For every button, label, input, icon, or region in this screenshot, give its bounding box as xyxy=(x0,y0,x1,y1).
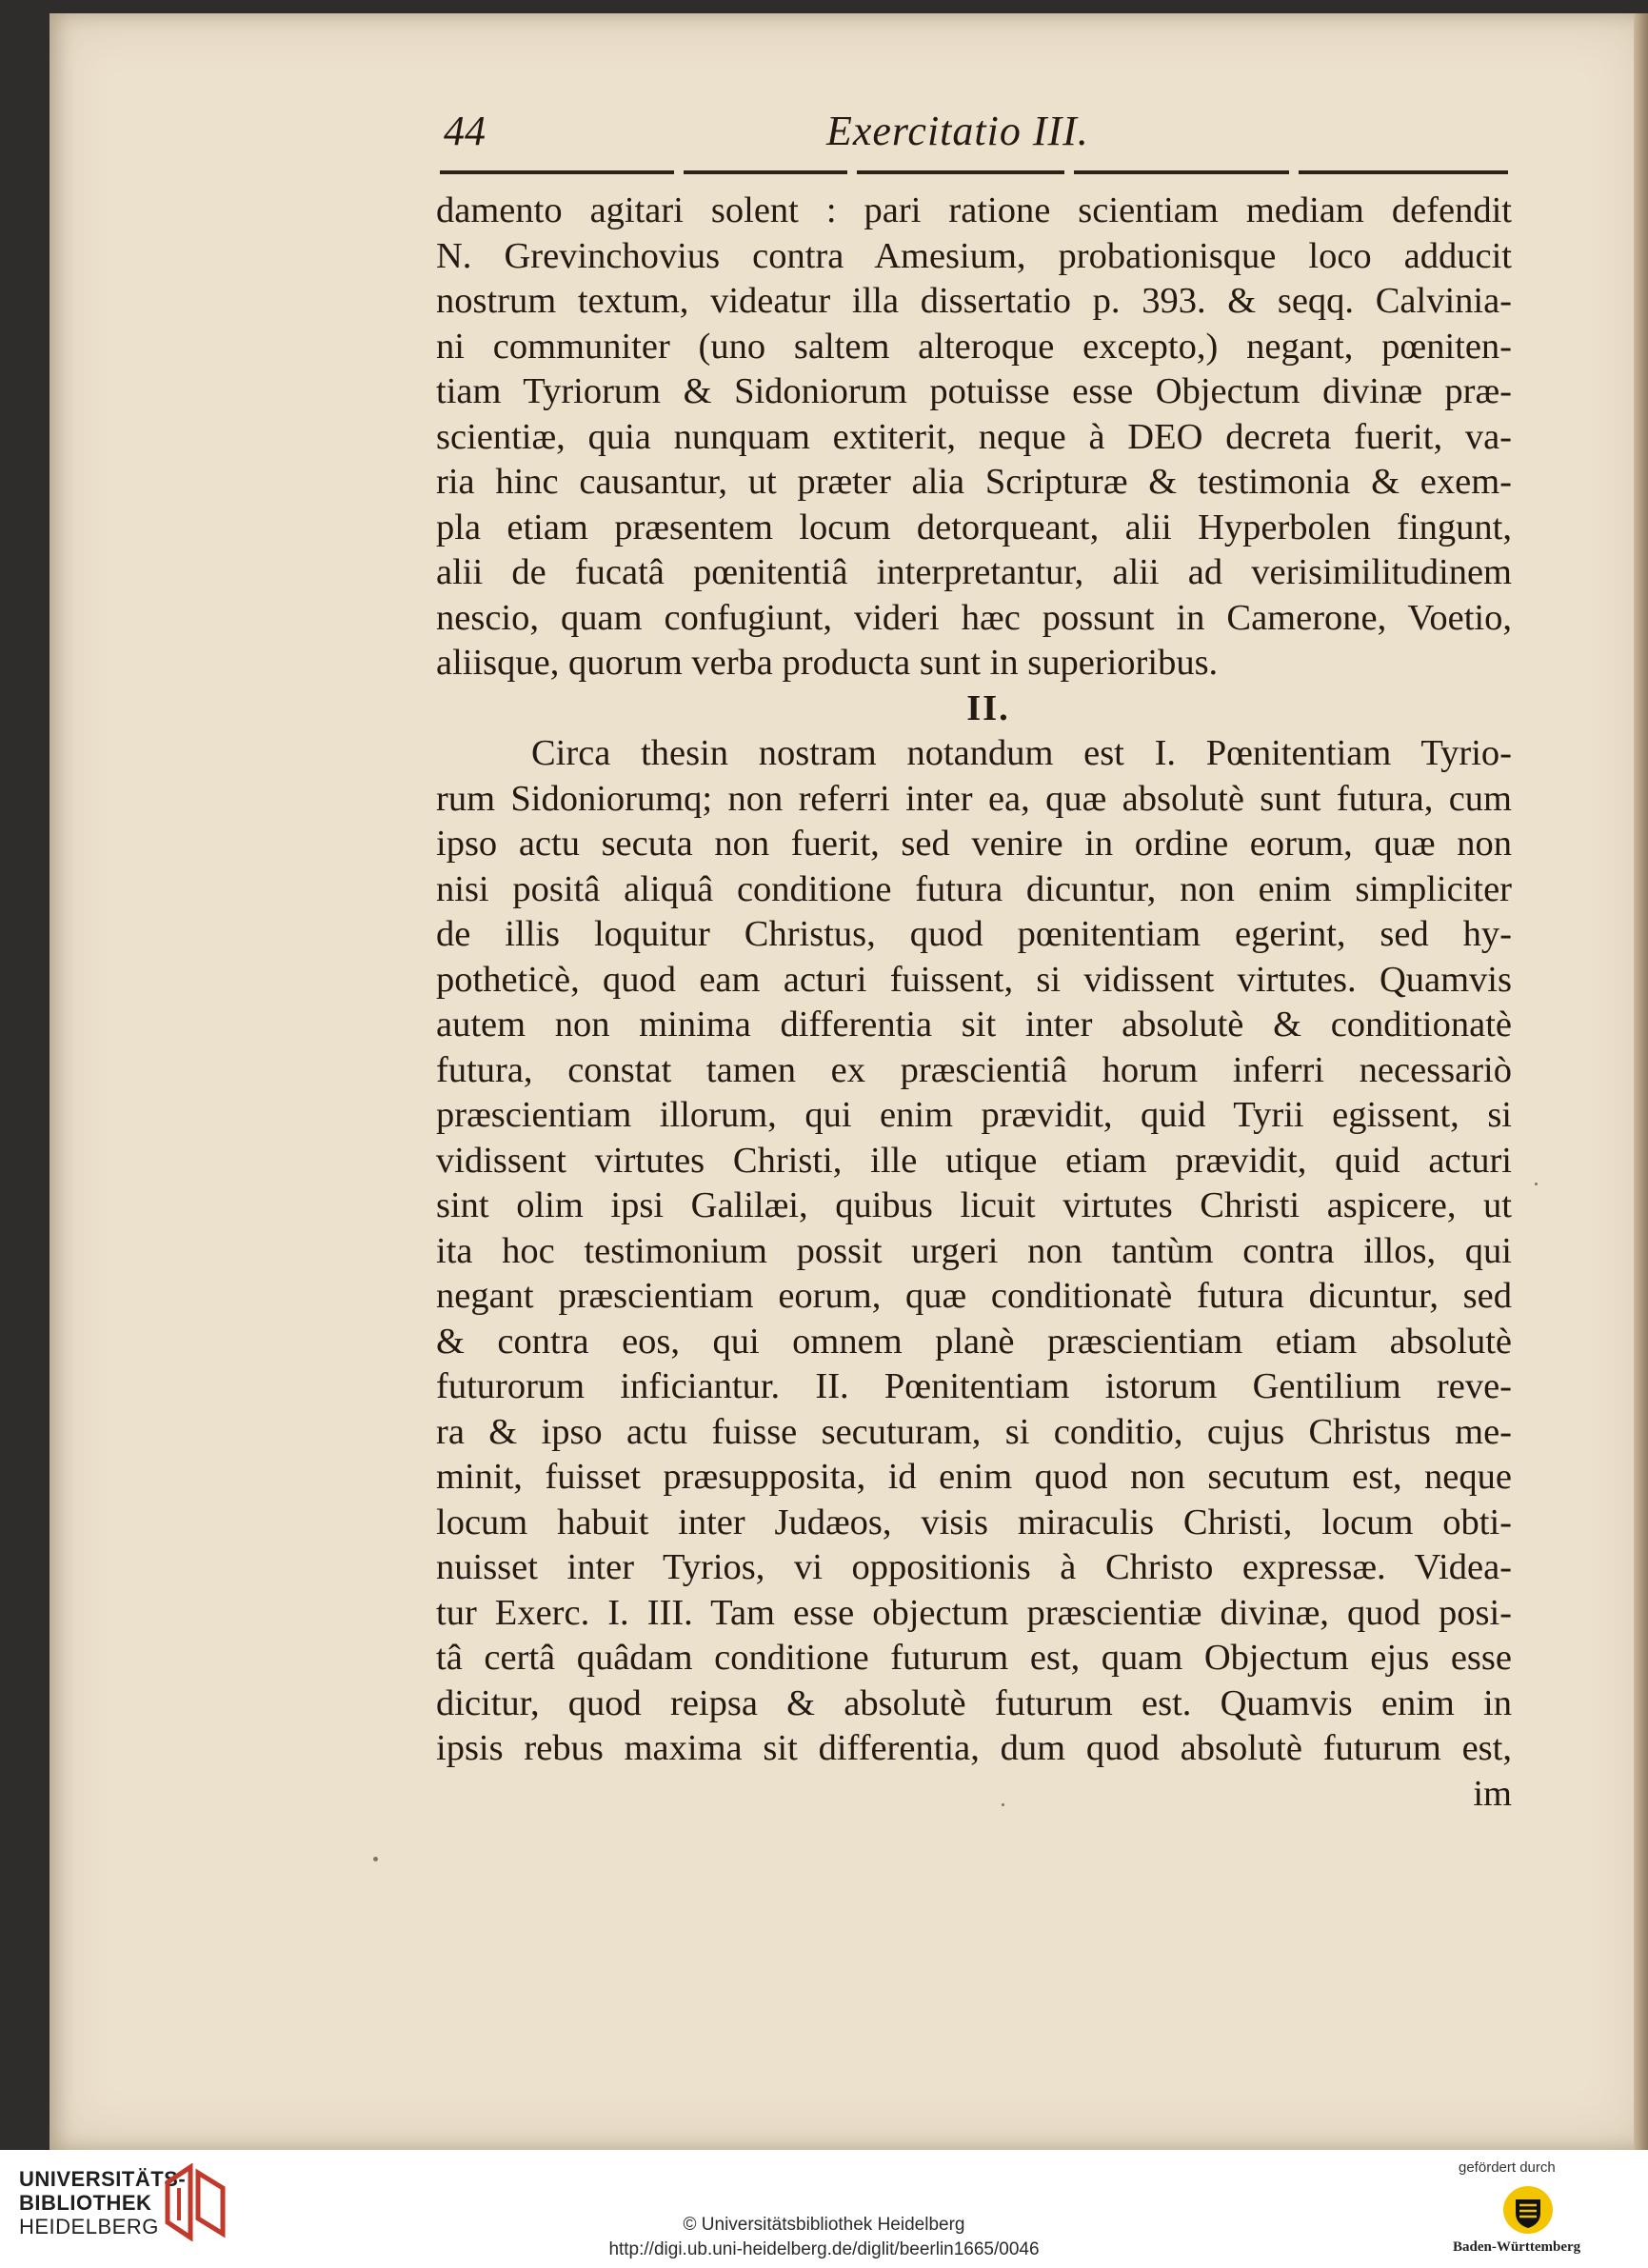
text-line: præscientiam illorum, qui enim prævidit, quid Tyrii egissent, si xyxy=(436,1095,1512,1135)
funder-label: gefördert durch xyxy=(1459,2159,1556,2176)
text-line: ita hoc testimonium possit urgeri non tantùm contra illos, qui xyxy=(436,1230,1512,1271)
text-line: nescio, quam confugiunt, videri hæc possunt in Camerone, Voetio, xyxy=(436,597,1512,638)
text-line: damento agitari solent : pari ratione scientiam mediam defendit xyxy=(436,190,1512,230)
text-line: nostrum textum, videatur illa dissertatio p. 393. & seqq. Calvinia- xyxy=(436,281,1512,321)
text-line: futura, constat tamen ex præscientiâ horum inferri necessariò xyxy=(436,1049,1512,1090)
body-text xyxy=(436,189,1512,1817)
text-line: tur Exerc. I. III. Tam esse objectum præscientiæ divinæ, quod posi- xyxy=(436,1592,1512,1633)
text-line: futurorum inficiantur. II. Pœnitentiam istorum Gentilium reve- xyxy=(436,1366,1512,1406)
page-header xyxy=(0,107,1648,164)
text-line: nisi positâ aliquâ conditione futura dicuntur, non enim simpliciter xyxy=(436,868,1512,909)
text-line: ni communiter (uno saltem alteroque excepto,) negant, pœniten- xyxy=(436,326,1512,367)
copyright-notice: © Universitätsbibliothek Heidelberg xyxy=(683,2215,965,2235)
text-line: ipsis rebus maxima sit differentia, dum quod absolutè futurum est, xyxy=(436,1728,1512,1768)
library-line-3: HEIDELBERG xyxy=(19,2215,159,2238)
running-title: Exercitatio III. xyxy=(826,108,1089,154)
text-line: ipso actu secuta non fuerit, sed venire in ordine eorum, quæ non xyxy=(436,824,1512,864)
text-line: ra & ipso actu fuisse secuturam, si conditio, cujus Christus me- xyxy=(436,1411,1512,1452)
library-line-2: BIBLIOTHEK xyxy=(19,2191,152,2215)
permalink[interactable]: http://digi.ub.uni-heidelberg.de/diglit/beerlin1665/0046 xyxy=(608,2239,1040,2259)
text-line: locum habuit inter Judæos, visis miraculis Christi, locum obti- xyxy=(436,1502,1512,1542)
text-line: aliisque, quorum verba producta sunt in superioribus. xyxy=(436,643,1219,683)
text-line: tiam Tyriorum & Sidoniorum potuisse esse Objectum divinæ præ- xyxy=(436,371,1512,411)
text-line: ria hinc causantur, ut præter alia Scripturæ & testimonia & exem- xyxy=(436,462,1512,502)
text-line: N. Grevinchovius contra Amesium, probationisque loco adducit xyxy=(436,235,1512,276)
text-line: & contra eos, qui omnem planè præscientiam etiam absolutè xyxy=(436,1321,1512,1362)
baden-wuerttemberg-crest-icon xyxy=(1502,2184,1554,2236)
header-rule xyxy=(440,168,1508,177)
text-line: Circa thesin nostram notandum est I. Pœnitentiam Tyrio- xyxy=(531,733,1512,773)
text-line: scientiæ, quia nunquam extiterit, neque à DEO decreta fuerit, va- xyxy=(436,416,1512,457)
page-edge xyxy=(1634,13,1648,2150)
text-line: de illis loquitur Christus, quod pœnitentiam egerint, sed hy- xyxy=(436,914,1512,954)
page-number: 44 xyxy=(444,108,486,154)
catchword: im xyxy=(1473,1773,1512,1814)
text-line: nuisset inter Tyrios, vi oppositionis à Christo expressæ. Videa- xyxy=(436,1547,1512,1587)
text-line: pla etiam præsentem locum detorqueant, alii Hyperbolen fingunt, xyxy=(436,507,1512,547)
section-number: II. xyxy=(966,687,1010,728)
text-line: alii de fucatâ pœnitentiâ interpretantur, alii ad verisimilitudinem xyxy=(436,552,1512,592)
text-line: sint olim ipsi Galilæi, quibus licuit virtutes Christi aspicere, ut xyxy=(436,1185,1512,1225)
text-line: dicitur, quod reipsa & absolutè futurum est. Quamvis enim in xyxy=(436,1682,1512,1723)
funder-name: Baden-Württemberg xyxy=(1453,2239,1581,2255)
library-line-1: UNIVERSITÄTS- xyxy=(19,2167,187,2191)
text-line: negant præscientiam eorum, quæ conditionatè futura dicuntur, sed xyxy=(436,1276,1512,1316)
text-line: vidissent virtutes Christi, ille utique etiam prævidit, quid acturi xyxy=(436,1140,1512,1181)
text-line: tâ certâ quâdam conditione futurum est, quam Objectum ejus esse xyxy=(436,1638,1512,1678)
text-line: potheticè, quod eam acturi fuissent, si vidissent virtutes. Quamvis xyxy=(436,959,1512,1000)
text-line: minit, fuisset præsupposita, id enim quod non secutum est, neque xyxy=(436,1457,1512,1497)
text-line: rum Sidoniorumq; non referri inter ea, quæ absolutè sunt futura, cum xyxy=(436,778,1512,819)
viewer-footer xyxy=(0,2150,1648,2268)
text-line: autem non minima differentia sit inter absolutè & conditionatè xyxy=(436,1005,1512,1044)
